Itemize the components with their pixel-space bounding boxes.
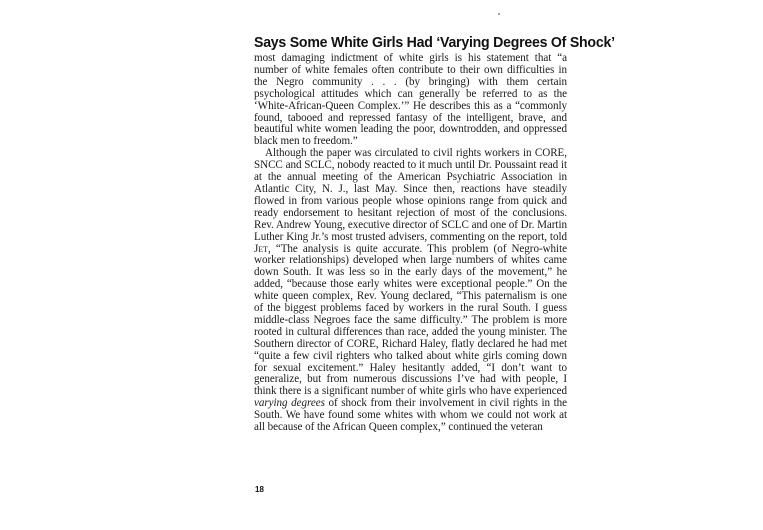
article-headline: Says Some White Girls Had ‘Varying Degrees Of Shock’: [254, 34, 615, 51]
print-speck: [498, 13, 500, 15]
emphasis-text: varying degrees: [254, 397, 325, 410]
article-body: [254, 53, 567, 434]
paragraph-2-text-a: Although the paper was circulated to civil rights workers in CORE, SNCC and SCLC, nobody reacted to it much until Dr. Poussaint read it at the annual meeting of the American Psychiatric Association in Atlantic City, N. J., last May. Since then, reactions have steadily flowed in from various people whose opinions range from quick and ready endorsement to hesitant rejection of most of the conclusions. Rev. Andrew Young, executive director of SCLC and one of Dr. Martin Luther King Jr.’s most trusted advisers, commenting on the report, told: [254, 147, 567, 243]
paragraph-2: [254, 148, 567, 434]
paragraph-2-text-c: of shock from their involvement in civil rights in the South. We have found some whites with whom we could not work at all because of the African Queen complex,” continued the veteran: [254, 397, 567, 434]
paragraph-1: most damaging indictment of white girls is his statement that “a number of white females often contribute to their own difficulties in the Negro community . . . (by bringing) with them certain psychological attitudes which can generally be referred to as the ‘White-African-Queen Complex.’” He describes this as a “commonly found, tabooed and repressed fantasy of the intelligent, brave, and beautiful white women leading the poor, downtrodden, and oppressed black men to freedom.”: [254, 52, 567, 148]
jet-magazine-name: Jet: [254, 242, 268, 255]
paragraph-2-text-b: , “The analysis is quite accurate. This problem (of Negro-white worker relationships) developed when large numbers of whites came down South. It was less so in the early days of the movement,” he added, “because those early whites were exceptional people.” On the white queen complex, Rev. Young declared, “This paternalism is one of the biggest problems faced by workers in the rural South. I guess middle-class Negroes face the same difficulty.” The problem is more rooted in cultural differences than race, added the young minister. The Southern director of CORE, Richard Haley, flatly declared he had met “quite a few civil righters who talked about white girls coming down for sexual excitement.” Haley hesitantly added, “I don’t want to generalize, but from numerous discussions I’ve had with people, I think there is a significant number of white girls who have experienced: [254, 242, 567, 398]
article-column: [254, 34, 615, 434]
page-number: 18: [255, 485, 264, 494]
